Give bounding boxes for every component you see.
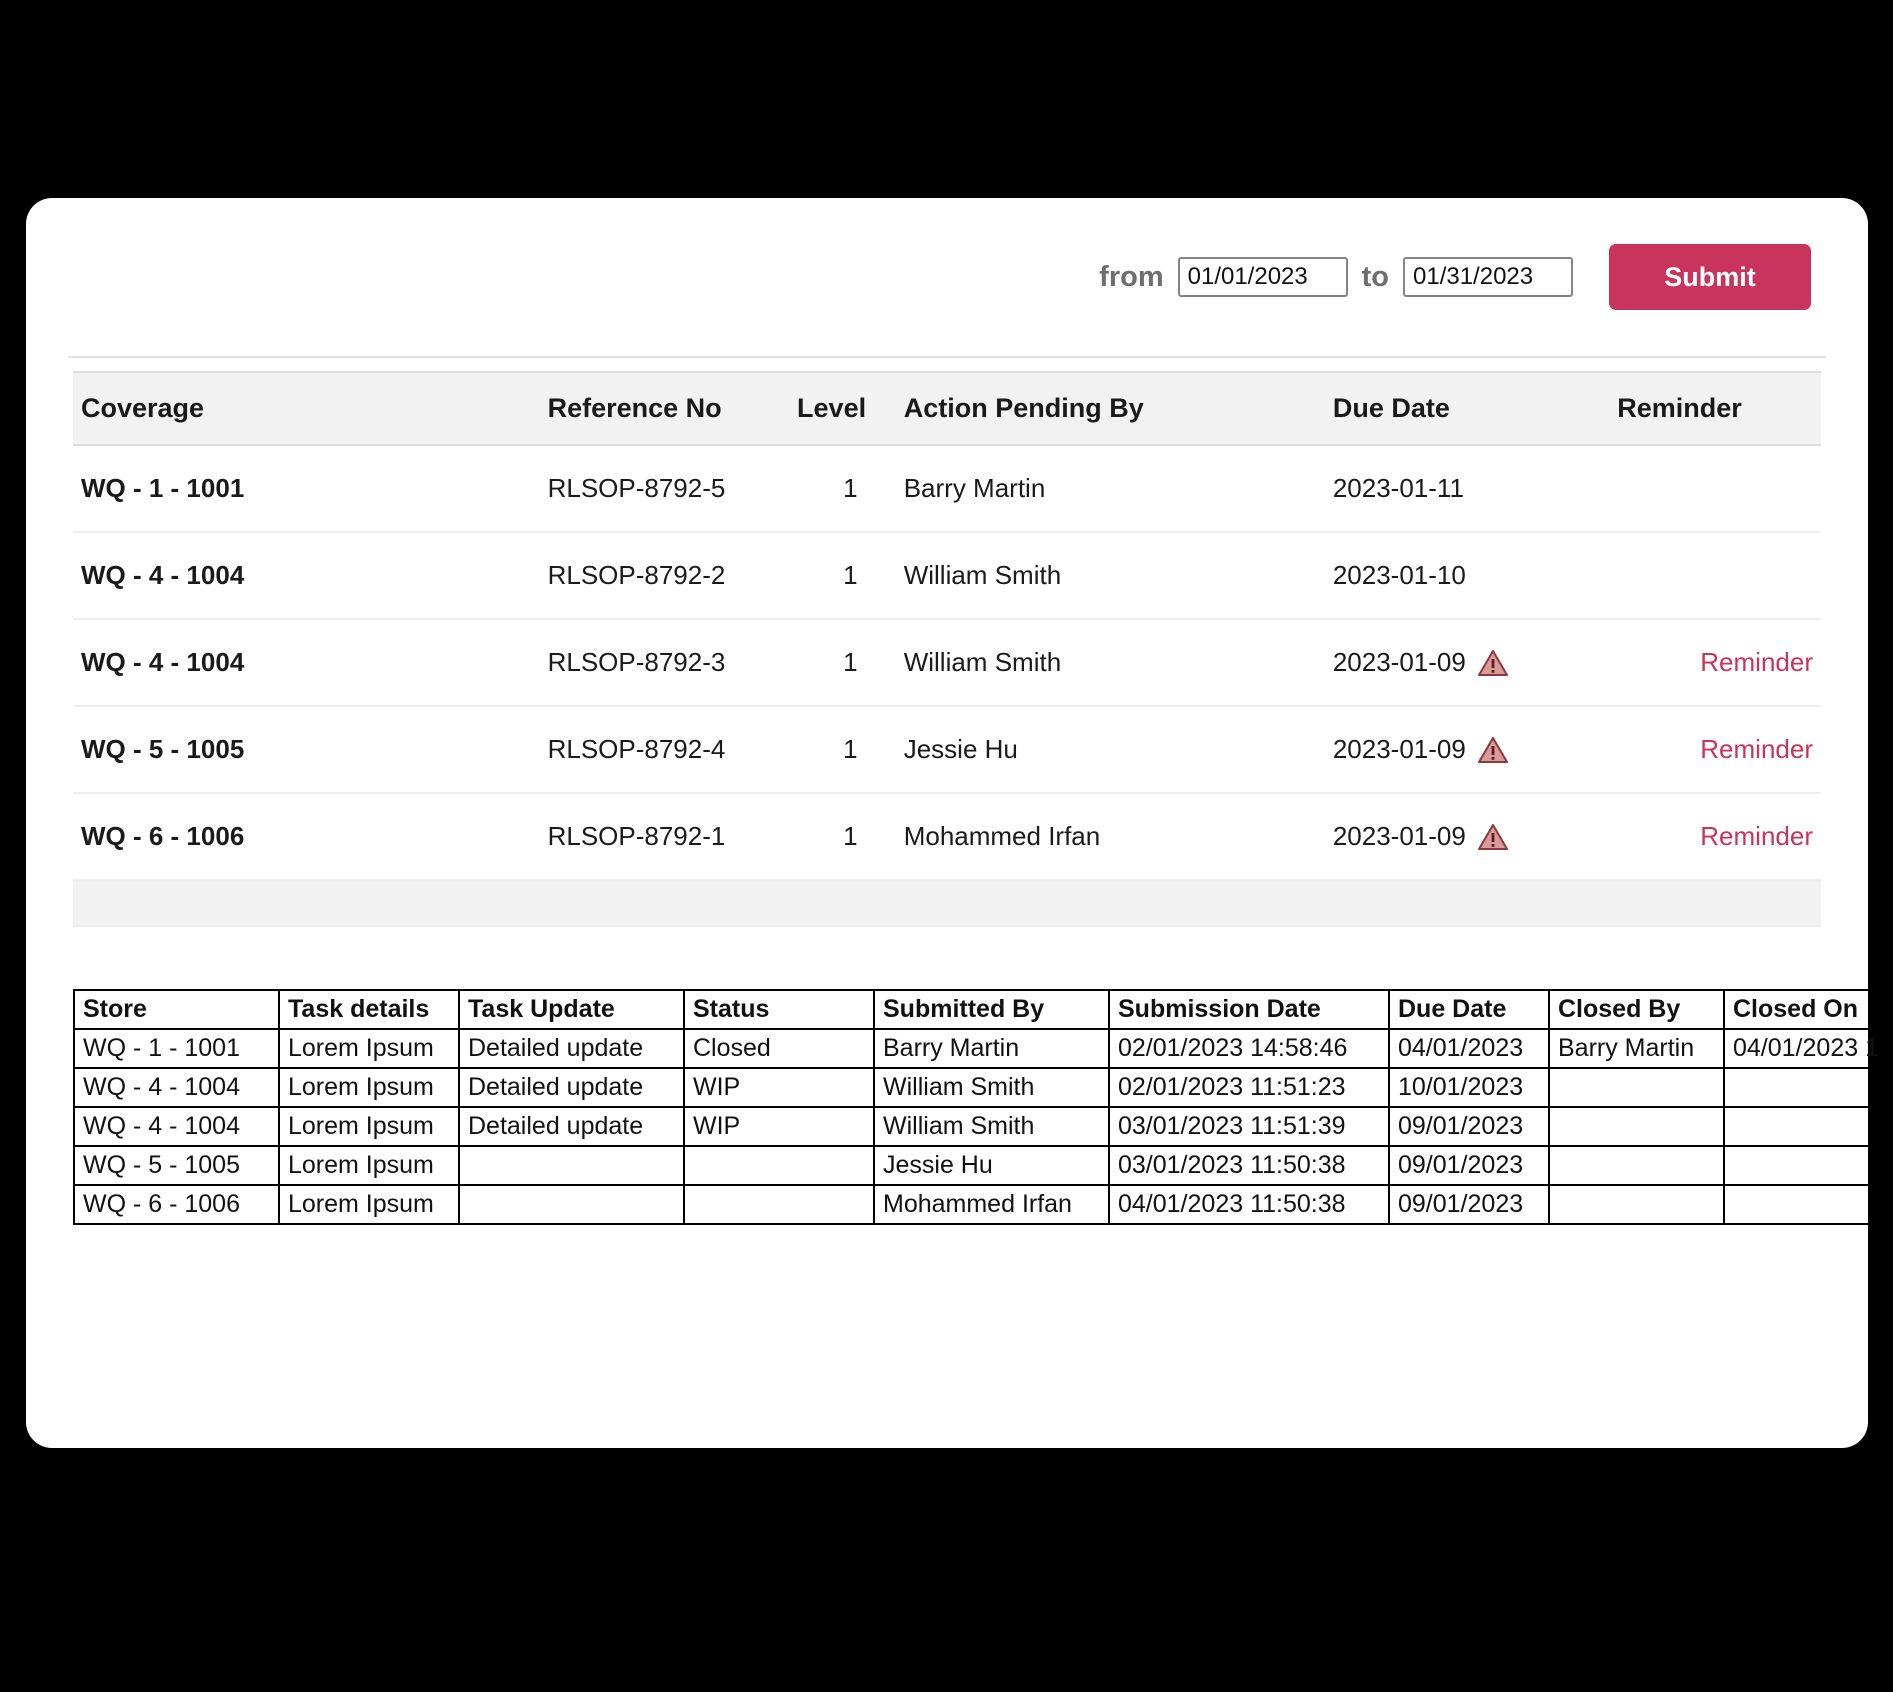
cell-coverage[interactable]: WQ - 6 - 1006 — [73, 793, 548, 880]
warning-triangle-icon — [1478, 823, 1508, 851]
detail-cell-submitted-by: William Smith — [874, 1107, 1109, 1146]
detail-cell-submission-date: 03/01/2023 11:51:39 — [1109, 1107, 1389, 1146]
cell-reminder — [1617, 706, 1821, 793]
cell-action-pending-by: Mohammed Irfan — [904, 793, 1333, 880]
cell-level: 1 — [797, 706, 904, 793]
from-date-input[interactable] — [1178, 257, 1348, 297]
detail-header-submission-date: Submission Date — [1109, 990, 1389, 1029]
table-row[interactable] — [73, 619, 1821, 706]
detail-cell-closed-on — [1724, 1068, 1893, 1107]
cell-due-date — [1333, 619, 1617, 706]
detail-cell-submission-date: 02/01/2023 11:51:23 — [1109, 1068, 1389, 1107]
detail-header-store: Store — [74, 990, 279, 1029]
detail-cell-status: WIP — [684, 1068, 874, 1107]
cell-due-date — [1333, 706, 1617, 793]
detail-header-closed-on: Closed On — [1724, 990, 1893, 1029]
detail-cell-closed-by — [1549, 1146, 1724, 1185]
detail-cell-submitted-by: Mohammed Irfan — [874, 1185, 1109, 1224]
header-due-date: Due Date — [1333, 372, 1617, 445]
detail-cell-due-date: 10/01/2023 — [1389, 1068, 1549, 1107]
detail-cell-submitted-by: Jessie Hu — [874, 1146, 1109, 1185]
due-date-text: 2023-01-11 — [1332, 473, 1464, 503]
reminder-link[interactable]: Reminder — [1700, 821, 1813, 851]
cell-action-pending-by: Jessie Hu — [904, 706, 1333, 793]
detail-header-task-details: Task details — [279, 990, 459, 1029]
detail-row — [74, 1068, 1893, 1107]
detail-header-status: Status — [684, 990, 874, 1029]
cell-due-date — [1333, 793, 1617, 880]
detail-cell-submitted-by: William Smith — [874, 1068, 1109, 1107]
detail-cell-task-update: Detailed update — [459, 1068, 684, 1107]
detail-header-submitted-by: Submitted By — [874, 990, 1109, 1029]
detail-cell-due-date: 09/01/2023 — [1389, 1107, 1549, 1146]
cell-due-date — [1333, 445, 1617, 532]
detail-cell-task-details: Lorem Ipsum — [279, 1068, 459, 1107]
detail-cell-status: Closed — [684, 1029, 874, 1068]
table-footer-row — [73, 880, 1821, 926]
due-date-text: 2023-01-10 — [1332, 560, 1466, 590]
detail-header-due-date: Due Date — [1389, 990, 1549, 1029]
cell-coverage[interactable]: WQ - 4 - 1004 — [73, 619, 548, 706]
detail-cell-status: WIP — [684, 1107, 874, 1146]
header-level: Level — [797, 372, 904, 445]
detail-cell-task-details: Lorem Ipsum — [279, 1107, 459, 1146]
header-coverage: Coverage — [73, 372, 548, 445]
detail-cell-closed-by — [1549, 1185, 1724, 1224]
detail-cell-due-date: 09/01/2023 — [1389, 1185, 1549, 1224]
warning-triangle-icon — [1478, 649, 1508, 677]
table-row[interactable] — [73, 532, 1821, 619]
detail-cell-submission-date: 02/01/2023 14:58:46 — [1109, 1029, 1389, 1068]
detail-cell-submission-date: 03/01/2023 11:50:38 — [1109, 1146, 1389, 1185]
detail-row — [74, 1107, 1893, 1146]
cell-coverage[interactable]: WQ - 4 - 1004 — [73, 532, 548, 619]
header-reminder: Reminder — [1617, 372, 1821, 445]
cell-reference-no: RLSOP-8792-5 — [548, 445, 797, 532]
detail-cell-closed-on — [1724, 1185, 1893, 1224]
date-filter-bar — [73, 198, 1821, 356]
cell-reference-no: RLSOP-8792-2 — [548, 532, 797, 619]
submit-button[interactable]: Submit — [1609, 244, 1811, 310]
cell-reference-no: RLSOP-8792-1 — [548, 793, 797, 880]
cell-reminder — [1617, 793, 1821, 880]
detail-cell-closed-by — [1549, 1068, 1724, 1107]
detail-cell-store: WQ - 5 - 1005 — [74, 1146, 279, 1185]
due-date-text: 2023-01-09 — [1332, 647, 1466, 677]
detail-cell-store: WQ - 4 - 1004 — [74, 1107, 279, 1146]
detail-cell-status — [684, 1185, 874, 1224]
cell-due-date — [1333, 532, 1617, 619]
detail-cell-task-details: Lorem Ipsum — [279, 1146, 459, 1185]
detail-cell-due-date: 04/01/2023 — [1389, 1029, 1549, 1068]
cell-reference-no: RLSOP-8792-3 — [548, 619, 797, 706]
table-row[interactable] — [73, 445, 1821, 532]
detail-header-row — [74, 990, 1893, 1029]
to-date-input[interactable] — [1403, 257, 1573, 297]
cell-level: 1 — [797, 619, 904, 706]
cell-reference-no: RLSOP-8792-4 — [548, 706, 797, 793]
detail-header-task-update: Task Update — [459, 990, 684, 1029]
cell-level: 1 — [797, 445, 904, 532]
detail-cell-task-details: Lorem Ipsum — [279, 1185, 459, 1224]
to-label: to — [1361, 260, 1389, 293]
detail-cell-status — [684, 1146, 874, 1185]
table-row[interactable] — [73, 793, 1821, 880]
from-label: from — [1099, 260, 1164, 293]
detail-header-closed-by: Closed By — [1549, 990, 1724, 1029]
due-date-text: 2023-01-09 — [1332, 821, 1466, 851]
header-action-pending-by: Action Pending By — [904, 372, 1333, 445]
reminder-link[interactable]: Reminder — [1700, 647, 1813, 677]
detail-cell-store: WQ - 6 - 1006 — [74, 1185, 279, 1224]
detail-cell-closed-on — [1724, 1107, 1893, 1146]
detail-cell-task-details: Lorem Ipsum — [279, 1029, 459, 1068]
detail-row — [74, 1029, 1893, 1068]
header-reference-no: Reference No — [548, 372, 797, 445]
detail-cell-closed-on: 04/01/2023 1 — [1724, 1029, 1893, 1068]
due-date-text: 2023-01-09 — [1332, 734, 1466, 764]
detail-cell-task-update: Detailed update — [459, 1029, 684, 1068]
table-header-row — [73, 372, 1821, 445]
cell-level: 1 — [797, 532, 904, 619]
cell-reminder — [1617, 532, 1821, 619]
detail-row — [74, 1146, 1893, 1185]
detail-cell-submitted-by: Barry Martin — [874, 1029, 1109, 1068]
task-detail-section — [73, 989, 1879, 1225]
detail-cell-task-update: Detailed update — [459, 1107, 684, 1146]
warning-triangle-icon — [1478, 736, 1508, 764]
detail-cell-closed-by — [1549, 1107, 1724, 1146]
pending-actions-table — [73, 371, 1821, 927]
detail-cell-store: WQ - 4 - 1004 — [74, 1068, 279, 1107]
detail-cell-store: WQ - 1 - 1001 — [74, 1029, 279, 1068]
detail-row — [74, 1185, 1893, 1224]
cell-action-pending-by: William Smith — [904, 619, 1333, 706]
cell-reminder — [1617, 445, 1821, 532]
cell-level: 1 — [797, 793, 904, 880]
detail-cell-submission-date: 04/01/2023 11:50:38 — [1109, 1185, 1389, 1224]
detail-cell-due-date: 09/01/2023 — [1389, 1146, 1549, 1185]
content-card — [26, 198, 1879, 1448]
detail-cell-closed-by: Barry Martin — [1549, 1029, 1724, 1068]
cell-coverage[interactable]: WQ - 1 - 1001 — [73, 445, 548, 532]
table-row[interactable] — [73, 706, 1821, 793]
detail-cell-task-update — [459, 1146, 684, 1185]
cell-action-pending-by: William Smith — [904, 532, 1333, 619]
cell-reminder — [1617, 619, 1821, 706]
cell-coverage[interactable]: WQ - 5 - 1005 — [73, 706, 548, 793]
table-footer-cell — [73, 880, 1821, 926]
task-detail-table — [73, 989, 1893, 1225]
cell-action-pending-by: Barry Martin — [904, 445, 1333, 532]
reminder-link[interactable]: Reminder — [1700, 734, 1813, 764]
detail-cell-closed-on — [1724, 1146, 1893, 1185]
detail-cell-task-update — [459, 1185, 684, 1224]
header-divider — [68, 356, 1826, 358]
